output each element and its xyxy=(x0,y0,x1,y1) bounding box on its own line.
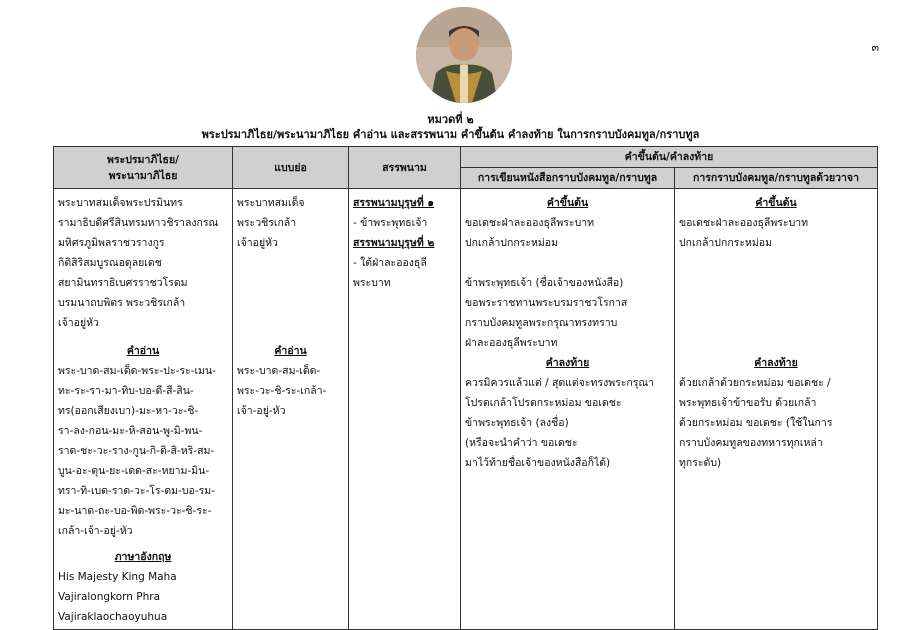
first-person-heading: สรรพนามบุรุษที่ ๑ xyxy=(353,197,435,209)
titles-table xyxy=(53,146,878,630)
verbal-closing-heading: คำลงท้าย xyxy=(754,357,798,369)
second-person-heading: สรรพนามบุรุษที่ ๒ xyxy=(353,237,435,249)
header-verbal: การกราบบังคมทูล/กราบทูลด้วยวาจา xyxy=(675,168,878,189)
header-short-form: แบบย่อ xyxy=(233,147,349,189)
portrait-photo xyxy=(416,7,512,103)
portrait-photo-icon xyxy=(416,7,512,103)
cell-short-form: พระบาทสมเด็จ พระวชิรเกล้า เจ้าอยู่หัว คำอ่าน พระ-บาด-สม-เด็ด- พระ-วะ-ชิ-ระ-เกล้า- เจ้า-อยู่-หัว xyxy=(233,189,349,630)
header-opening-closing: คำขึ้นต้น/คำลงท้าย xyxy=(461,147,878,168)
english-heading: ภาษาอังกฤษ xyxy=(114,551,172,563)
cell-writing: คำขึ้นต้น ขอเดชะฝ่าละอองธุลีพระบาท ปกเกล้าปกกระหม่อม ข้าพระพุทธเจ้า (ชื่อเจ้าของหนังสือ) ขอพระราชทานพระบรมราชวโรกาส กราบบังคมทูลพระกรุณาทรงทราบ ฝ่าละอองธุลีพระบาท คำลงท้าย ควรมิควรแล้วแต่ / สุดแต่จะทรงพระกรุณา โปรดเกล้าโปรดกระหม่อม ขอเดชะ ข้าพระพุทธเจ้า (ลงชื่อ) (หรือจะนำคำว่า ขอเดชะ มาไว้ท้ายชื่อเจ้าของหนังสือก็ได้) xyxy=(461,189,675,630)
cell-pronoun: สรรพนามบุรุษที่ ๑ - ข้าพระพุทธเจ้า สรรพนามบุรุษที่ ๒ - ใต้ฝ่าละอองธุลี พระบาท xyxy=(349,189,461,630)
table-row xyxy=(54,189,878,630)
cell-verbal: คำขึ้นต้น ขอเดชะฝ่าละอองธุลีพระบาท ปกเกล้าปกกระหม่อม คำลงท้าย ด้วยเกล้าด้วยกระหม่อม ขอเดชะ / พระพุทธเจ้าข้าขอรับ ด้วยเกล้า ด้วยกระหม่อม ขอเดชะ (ใช้ในการ กราบบังคมทูลของทหารทุกเหล่า ทุกระดับ) xyxy=(675,189,878,630)
header-royal-name: พระปรมาภิไธย/ พระนามาภิไธย xyxy=(54,147,233,189)
short-reading-heading: คำอ่าน xyxy=(274,345,307,357)
chapter-subtitle: พระปรมาภิไธย/พระนามาภิไธย คำอ่าน และสรรพนาม คำขึ้นต้น คำลงท้าย ในการกราบบังคมทูล/กราบทูล xyxy=(201,128,700,141)
header-writing: การเขียนหนังสือกราบบังคมทูล/กราบทูล xyxy=(461,168,675,189)
reading-heading: คำอ่าน xyxy=(126,345,160,357)
writing-closing-heading: คำลงท้าย xyxy=(545,357,590,369)
header-pronoun: สรรพนาม xyxy=(349,147,461,189)
writing-opening-heading: คำขึ้นต้น xyxy=(546,197,589,209)
chapter-title: หมวดที่ ๒ xyxy=(427,113,474,126)
page-number: ๓ xyxy=(871,41,879,54)
verbal-opening-heading: คำขึ้นต้น xyxy=(755,197,797,209)
cell-royal-name: พระบาทสมเด็จพระปรมินทร รามาธิบดีศรีสินทรมหาวชิราลงกรณ มหิศรภูมิพลราชวรางกูร กิติสิริสมบูรณอดุลยเดช สยามินทราธิเบศรราชวโรดม บรมนาถบพิตร พระวชิรเกล้า เจ้าอยู่หัว คำอ่าน พระ-บาด-สม-เด็ด-พระ-ปะ-ระ-เมน- ทะ-ระ-รา-มา-ทิบ-บอ-ดี-สี-สิน- ทร(ออกเสียงเบา)-มะ-หา-วะ-ชิ- รา-ลง-กอน-มะ-หิ-สอน-พู-มิ-พน- ราด-ชะ-วะ-ราง-กูน-กิ-ติ-สิ-หริ-สม- บูน-อะ-ดุน-ยะ-เดด-สะ-หยาม-มิน- ทรา-ทิ-เบด-ราด-วะ-โร-ดม-บอ-รม- มะ-นาด-ถะ-บอ-พิด-พระ-วะ-ชิ-ระ- เกล้า-เจ้า-อยู่-หัว ภาษาอังกฤษ His Majesty King Maha Vajiralongkorn Phra Vajiraklaochaoyuhua xyxy=(54,189,233,630)
